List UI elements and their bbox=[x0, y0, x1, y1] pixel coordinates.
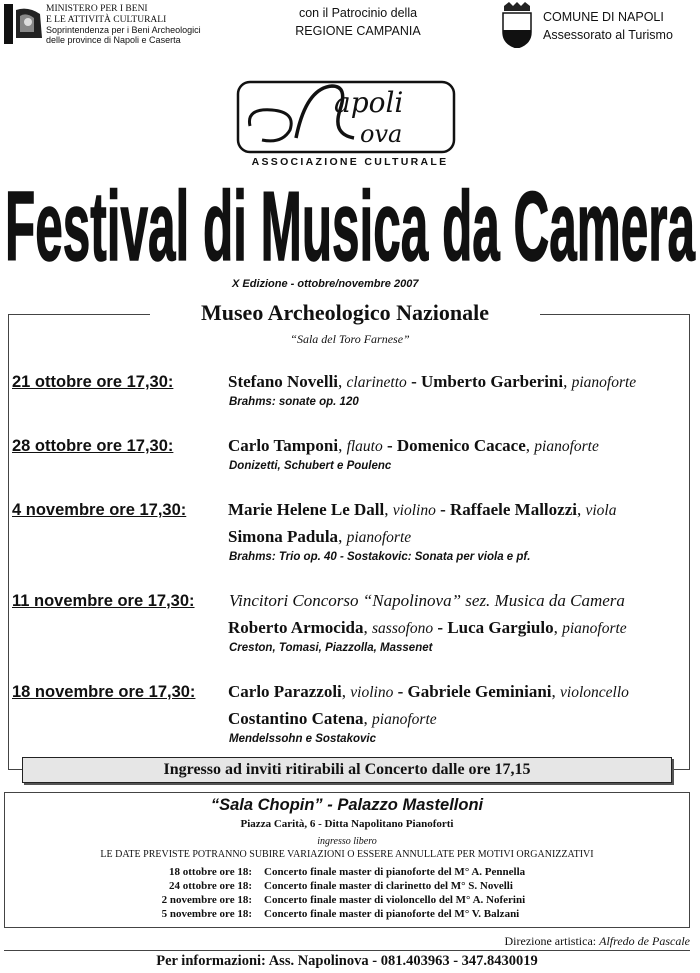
performer-name: Carlo Tamponi bbox=[228, 436, 339, 455]
comune-line-1: COMUNE DI NAPOLI bbox=[543, 10, 664, 24]
performer-name: Roberto Armocida bbox=[228, 618, 364, 637]
performer-name: Carlo Parazzoli bbox=[228, 682, 342, 701]
second-venue-name: “Sala Chopin” - Palazzo Mastelloni bbox=[210, 796, 484, 814]
performer-name: Umberto Garberini bbox=[420, 372, 564, 391]
festival-title bbox=[0, 168, 700, 272]
concert-performers: Marie Helene Le Dall, violino - Raffaele Mallozzi, viola bbox=[228, 500, 617, 519]
performer-instrument: sassofono bbox=[372, 620, 434, 637]
performer-name: Stefano Novelli bbox=[228, 372, 339, 391]
napolinova-logo bbox=[236, 80, 456, 154]
venue-name: Museo Archeologico Nazionale bbox=[201, 300, 489, 325]
patronage bbox=[258, 4, 458, 40]
divider bbox=[4, 950, 690, 951]
performer-instrument: viola bbox=[585, 502, 617, 519]
comune bbox=[543, 8, 698, 44]
performer-name: Domenico Cacace bbox=[396, 436, 526, 455]
concert-date: 18 novembre ore 17,30: bbox=[12, 683, 196, 701]
concert-date: 4 novembre ore 17,30: bbox=[12, 501, 187, 519]
venue-room: “Sala del Toro Farnese” bbox=[290, 332, 410, 346]
concert-program: Mendelssohn e Sostakovic bbox=[229, 733, 376, 745]
performer-instrument: pianoforte bbox=[562, 620, 627, 637]
direction-name: Alfredo de Pascale bbox=[599, 934, 690, 948]
entry-note: ingresso libero bbox=[317, 836, 377, 847]
direction-label: Direzione artistica: bbox=[504, 934, 597, 948]
performer-instrument: pianoforte bbox=[372, 711, 437, 728]
artistic-direction bbox=[400, 934, 690, 949]
performer-instrument: violoncello bbox=[560, 684, 629, 701]
performer-name: Costantino Catena bbox=[228, 709, 364, 728]
concert-performers: Roberto Armocida, sassofono - Luca Gargiulo, pianoforte bbox=[228, 618, 627, 637]
performer-instrument: clarinetto bbox=[346, 374, 407, 391]
master-date: 18 ottobre ore 18: bbox=[169, 866, 252, 878]
festival-title-text: Festival di Musica da Camera bbox=[5, 171, 696, 272]
master-desc: Concerto finale master di violoncello del M° A. Noferini bbox=[264, 894, 526, 906]
concert-intro: Vincitori Concorso “Napolinova” sez. Musica da Camera bbox=[229, 591, 625, 610]
svg-text:apoli: apoli bbox=[334, 86, 404, 119]
concert-date: 28 ottobre ore 17,30: bbox=[12, 437, 174, 455]
ministry-line-3: Soprintendenza per i Beni Archeologici bbox=[46, 25, 201, 35]
master-date: 24 ottobre ore 18: bbox=[169, 880, 252, 892]
concert-program: Creston, Tomasi, Piazzolla, Massenet bbox=[229, 642, 433, 654]
performer-instrument: pianoforte bbox=[534, 438, 599, 455]
master-desc: Concerto finale master di clarinetto del M° S. Novelli bbox=[264, 880, 513, 892]
performer-name: Simona Padula bbox=[228, 527, 339, 546]
ministry-line-2: E LE ATTIVITÀ CULTURALI bbox=[46, 14, 167, 25]
concert-performers: Costantino Catena, pianoforte bbox=[228, 709, 437, 728]
concert-performers: Simona Padula, pianoforte bbox=[228, 527, 412, 546]
performer-instrument: pianoforte bbox=[346, 529, 412, 546]
master-desc: Concerto finale master di pianoforte del M° V. Balzani bbox=[264, 908, 520, 920]
ministry-text bbox=[46, 4, 246, 45]
performer-instrument: violino bbox=[392, 502, 436, 519]
master-date: 2 novembre ore 18: bbox=[161, 894, 252, 906]
concert-performers: Carlo Parazzoli, violino - Gabriele Geminiani, violoncello bbox=[228, 682, 629, 701]
performer-instrument: pianoforte bbox=[571, 374, 637, 391]
concert-program: Donizetti, Schubert e Poulenc bbox=[229, 460, 392, 472]
contact-info: Per informazioni: Ass. Napolinova - 081.403963 - 347.8430019 bbox=[156, 953, 538, 969]
divider bbox=[540, 314, 690, 315]
patronage-line-1: con il Patrocinio della bbox=[298, 6, 418, 20]
schedule-notice: LE DATE PREVISTE POTRANNO SUBIRE VARIAZIONI O ESSERE ANNULLATE PER MOTIVI ORGANIZZATIVI bbox=[100, 849, 594, 860]
performer-name: Gabriele Geminiani bbox=[407, 682, 552, 701]
comune-line-2: Assessorato al Turismo bbox=[543, 28, 673, 42]
mibac-logo bbox=[4, 4, 44, 44]
performer-name: Raffaele Mallozzi bbox=[450, 500, 577, 519]
concert-program: Brahms: sonate op. 120 bbox=[229, 396, 359, 408]
association-label: ASSOCIAZIONE CULTURALE bbox=[251, 156, 449, 168]
ministry-line-4: delle province di Napoli e Caserta bbox=[46, 35, 181, 45]
admission-banner: Ingresso ad inviti ritirabili al Concerto dalle ore 17,15 bbox=[22, 757, 672, 783]
concert-date: 11 novembre ore 17,30: bbox=[12, 592, 195, 610]
concert-performers: Stefano Novelli, clarinetto - Umberto Garberini, pianoforte bbox=[228, 372, 637, 391]
edition: X Edizione - ottobre/novembre 2007 bbox=[232, 278, 419, 290]
master-date: 5 novembre ore 18: bbox=[161, 908, 252, 920]
performer-instrument: violino bbox=[350, 684, 394, 701]
performer-instrument: flauto bbox=[346, 438, 383, 455]
divider bbox=[8, 314, 150, 315]
performer-name: Marie Helene Le Dall bbox=[228, 500, 385, 519]
master-desc: Concerto finale master di pianoforte del M° A. Pennella bbox=[264, 866, 526, 878]
svg-text:ova: ova bbox=[360, 120, 403, 148]
second-venue-address: Piazza Carità, 6 - Ditta Napolitano Pianoforti bbox=[240, 818, 454, 830]
concert-program: Brahms: Trio op. 40 - Sostakovic: Sonata per viola e pf. bbox=[229, 551, 531, 563]
ministry-line-1: MINISTERO PER I BENI bbox=[46, 4, 148, 14]
patronage-line-2: REGIONE CAMPANIA bbox=[295, 24, 421, 38]
concert-date: 21 ottobre ore 17,30: bbox=[12, 373, 174, 391]
concert-performers: Carlo Tamponi, flauto - Domenico Cacace, pianoforte bbox=[228, 436, 599, 455]
napoli-crest-icon bbox=[500, 2, 534, 48]
performer-name: Luca Gargiulo bbox=[447, 618, 554, 637]
